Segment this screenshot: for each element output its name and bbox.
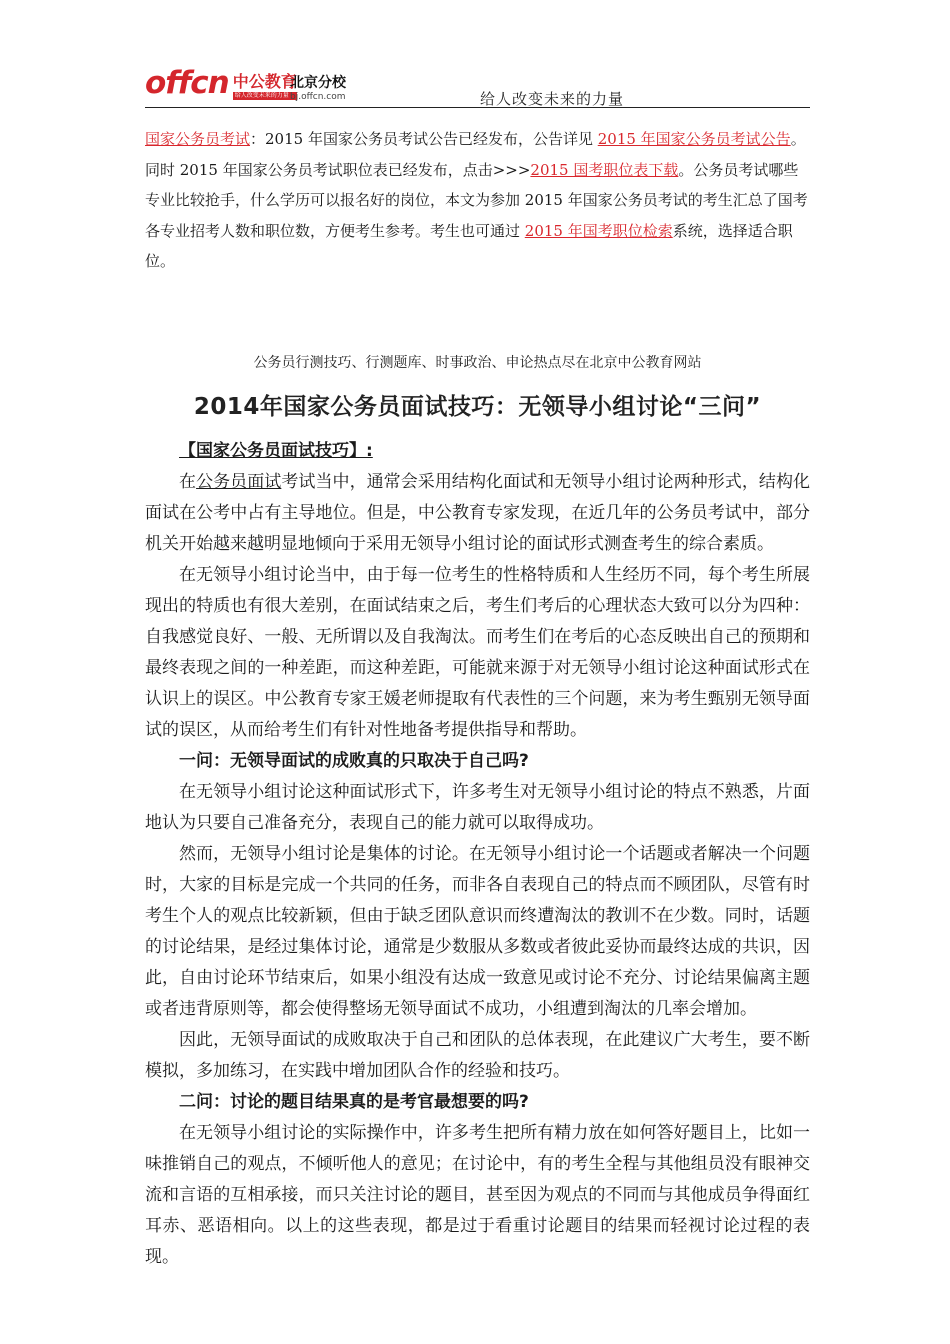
header-slogan: 给人改变未来的力量 [480, 90, 625, 108]
article-lead-text: 【国家公务员面试技巧】: [179, 441, 373, 461]
logo-cn-text: 中公教育 [232, 72, 297, 91]
intro-text-1: ：2015 年国家公务员考试公告已经发布，公告详见 [250, 130, 598, 148]
paragraph-1-rest: 考试当中，通常会采用结构化面试和无领导小组讨论两种形式，结构化面试在公考中占有主导地位。但是，中公教育专家发现，在近几年的公务员考试中，部分机关开始越来越明显地倾向于采用无领导小组讨论的面试形式测查考生的综合素质。 [145, 472, 811, 554]
question-1-heading: 一问：无领导面试的成败真的只取决于自己吗? [179, 751, 529, 771]
link-national-exam[interactable]: 国家公务员考试 [145, 130, 251, 148]
branch-url: bj.offcn.com [290, 92, 346, 102]
page-header [145, 64, 810, 108]
link-position-search[interactable]: 2015 年国考职位检索 [524, 221, 673, 240]
link-position-table-download[interactable]: 2015 国考职位表下载 [530, 160, 679, 179]
paragraph-3: 在无领导小组讨论这种面试形式下，许多考生对无领导小组讨论的特点不熟悉，片面地认为只要自己准备充分，表现自己的能力就可以取得成功。 [145, 782, 810, 833]
intro-paragraph [145, 124, 810, 277]
logo-cn-block [233, 73, 297, 100]
promo-line: 公务员行测技巧、行测题库、时事政治、申论热点尽在北京中公教育网站 [253, 355, 702, 371]
link-exam-announcement[interactable]: 2015 年国家公务员考试公告 [597, 130, 791, 148]
paragraph-1-start: 在 [179, 472, 197, 492]
link-civil-interview[interactable]: 公务员面试 [196, 472, 282, 492]
paragraph-1 [145, 467, 810, 560]
intro-text-3: 。公务员考试哪些专业比较抢手，什么学历可以报名好的岗位，本文为参加 2015 年国家公务员考试的考生汇总了国考各专业招考人数和职位数，方便考生参考。考生也可通过 [145, 160, 808, 240]
offcn-logo [145, 66, 297, 100]
logo-offcn-text: offcn [145, 65, 229, 101]
header-divider [145, 107, 810, 108]
paragraph-4: 然而，无领导小组讨论是集体的讨论。在无领导小组讨论一个话题或者解决一个问题时，大家的目标是完成一个共同的任务，而非各自表现自己的特点而不顾团队，尽管有时考生个人的观点比较新颖，但由于缺乏团队意识而终遭淘汰的教训不在少数。同时，话题的讨论结果，是经过集体讨论，通常是少数服从多数或者彼此妥协而最终达成的共识，因此，自由讨论环节结束后，如果小组没有达成一致意见或讨论不充分、讨论结果偏离主题或者违背原则等，都会使得整场无领导面试不成功，小组遭到淘汰的几率会增加。 [145, 844, 810, 1019]
paragraph-6: 在无领导小组讨论的实际操作中，许多考生把所有精力放在如何答好题目上，比如一味推销自己的观点，不倾听他人的意见；在讨论中，有的考生全程与其他组员没有眼神交流和言语的互相承接，而只关注讨论的题目，甚至因为观点的不同而与其他成员争得面红耳赤、恶语相向。以上的这些表现，都是过于看重讨论题目的结果而轻视讨论过程的表现。 [145, 1123, 810, 1267]
branch-name: 北京分校 [290, 75, 346, 91]
logo-sub-text: 给人改变未来的力量 [233, 92, 297, 100]
intro-text [145, 124, 810, 277]
article-lead [145, 436, 810, 467]
paragraph-2: 在无领导小组讨论当中，由于每一位考生的性格特质和人生经历不同，每个考生所展现出的特质也有很大差别，在面试结束之后，考生们考后的心理状态大致可以分为四种：自我感觉良好、一般、无所谓以及自我淘汰。而考生们在考后的心态反映出自己的预期和最终表现之间的一种差距，而这种差距，可能就来源于对无领导小组讨论这种面试形式在认识上的误区。中公教育专家王媛老师提取有代表性的三个问题，来为考生甄别无领导面试的误区，从而给考生们有针对性地备考提供指导和帮助。 [145, 565, 810, 740]
article-body [145, 436, 810, 1273]
article-title: 2014年国家公务员面试技巧：无领导小组讨论“三问” [193, 394, 762, 420]
intro-text-2: 。同时 2015 年国家公务员考试职位表已经发布，点击>>> [145, 130, 806, 179]
paragraph-5: 因此，无领导面试的成败取决于自己和团队的总体表现，在此建议广大考生，要不断模拟，多加练习，在实践中增加团队合作的经验和技巧。 [145, 1030, 810, 1081]
intro-text-4: 系统，选择适合职位。 [145, 221, 793, 270]
branch-block [290, 74, 346, 103]
question-2-heading: 二问：讨论的题目结果真的是考官最想要的吗? [179, 1092, 529, 1112]
